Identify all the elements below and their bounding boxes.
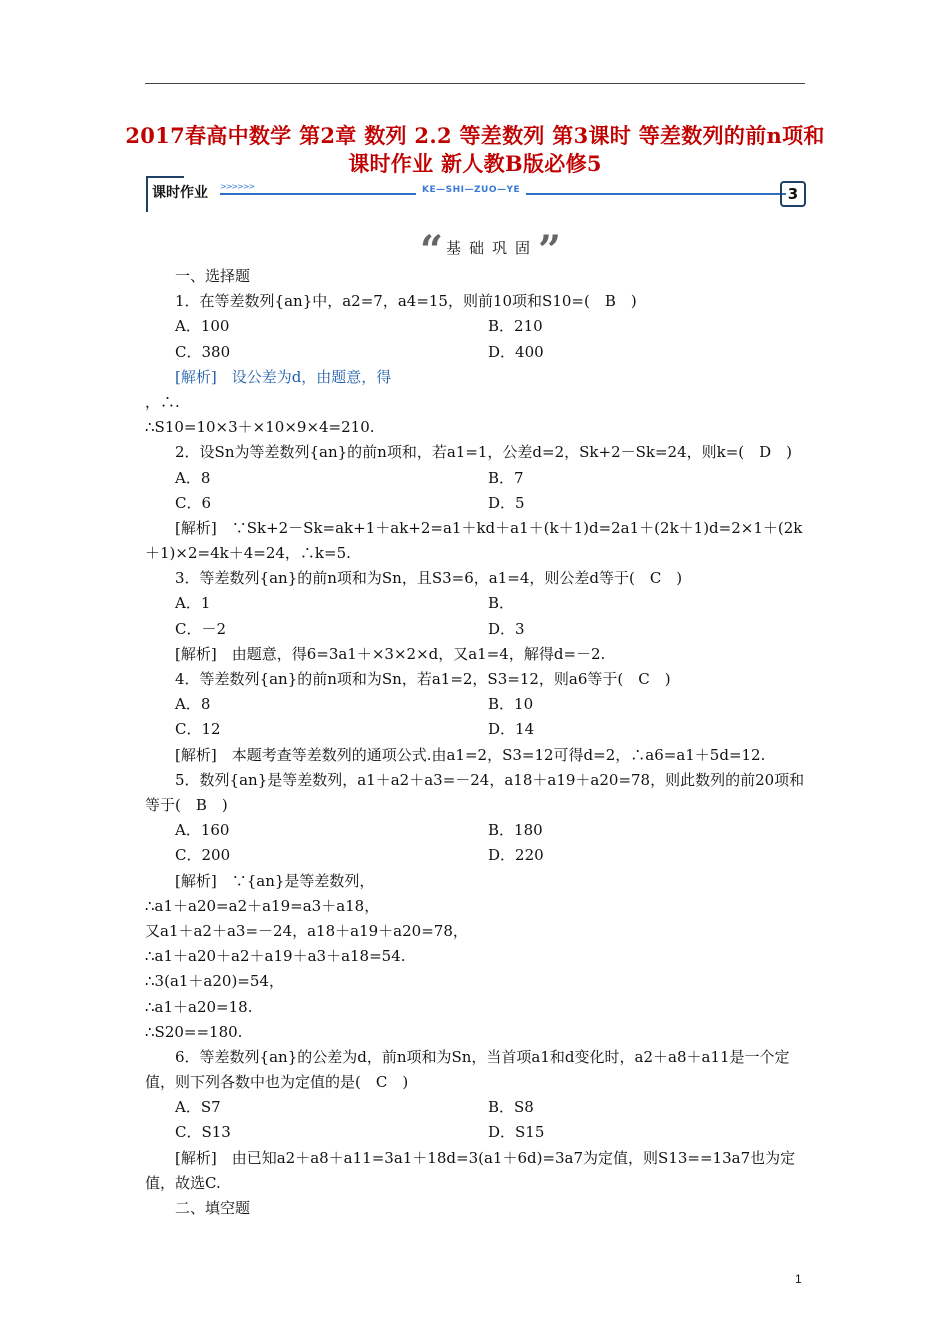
option-d: D．400: [488, 342, 544, 361]
solution-line: 又a1＋a2＋a3=－24，a18＋a19＋a20=78，: [145, 921, 468, 940]
options-row: [145, 466, 807, 491]
options-row: [145, 591, 807, 616]
option-b: B．180: [488, 821, 543, 840]
question-5: 5．数列{an}是等差数列，a1＋a2＋a3=－24，a18＋a19＋a20=78，则此数列的前20项和等于( B ): [145, 770, 805, 814]
option-b: B．: [488, 594, 515, 613]
question-1: 1．在等差数列{an}中，a2=7，a4=15，则前10项和S10=( B ): [175, 292, 637, 311]
options-row: [145, 818, 807, 843]
solution-line: ∴S10=10×3＋×10×9×4=210.: [145, 418, 375, 437]
section-label-fill: 二、填空题: [175, 1199, 251, 1218]
option-a: A．8: [175, 695, 211, 714]
banner-pinyin: KE—SHI—ZUO—YE: [416, 185, 526, 195]
analysis-line: [解析] ∵Sk+2－Sk=ak+1＋ak+2=a1＋kd＋a1＋(k＋1)d=2a1＋(2k＋1)d=2×1＋(2k＋1)×2=4k＋4=24，∴k=5.: [145, 518, 803, 563]
option-a: A．100: [175, 317, 230, 336]
options-row: [145, 717, 807, 742]
option-c: C．200: [175, 846, 231, 865]
options-row: [145, 1120, 807, 1145]
solution-line: ∴a1＋a20=a2＋a19=a3＋a18，: [145, 896, 380, 915]
options-row: [145, 1095, 807, 1120]
analysis-line: [解析] ∵{an}是等差数列，: [175, 871, 375, 890]
open-quote-icon: “: [420, 227, 444, 274]
option-d: D．220: [488, 846, 544, 865]
solution-line: ，∴.: [145, 392, 180, 411]
solution-line: ∴S20==180.: [145, 1022, 243, 1041]
option-d: D．5: [488, 493, 525, 512]
page-number: 1: [795, 1272, 802, 1286]
question-2: 2．设Sn为等差数列{an}的前n项和，若a1=1，公差d=2，Sk+2－Sk=24，则k=( D ): [175, 443, 793, 462]
section-label-choice: 一、选择题: [175, 267, 251, 285]
options-row: [145, 617, 807, 642]
question-6: 6．等差数列{an}的公差为d，前n项和为Sn，当首项a1和d变化时，a2＋a8＋a11是一个定值，则下列各数中也为定值的是( C ): [145, 1047, 790, 1092]
banner-number: 3: [780, 181, 806, 207]
option-c: C．12: [175, 720, 221, 739]
option-c: C．S13: [175, 1123, 231, 1142]
banner-label: 课时作业: [152, 185, 208, 201]
solution-line: ∴a1＋a20=18.: [145, 997, 253, 1016]
analysis-line: [解析] 设公差为d，由题意，得: [175, 367, 392, 386]
option-b: B．210: [488, 317, 543, 336]
option-b: B．10: [488, 695, 534, 714]
options-row: [145, 843, 807, 868]
close-quote-icon: ”: [538, 227, 562, 274]
section-heading: [420, 227, 570, 274]
analysis-line: [解析] 由题意，得6=3a1＋×3×2×d，又a1=4，解得d=－2.: [175, 644, 606, 663]
exercise-content: [145, 264, 807, 1221]
analysis-line: [解析] 本题考查等差数列的通项公式.由a1=2，S3=12可得d=2，∴a6=a1＋5d=12.: [175, 745, 766, 764]
analysis-line: [解析] 由已知a2＋a8＋a11=3a1＋18d=3(a1＋6d)=3a7为定值，则S13==13a7也为定值，故选C.: [145, 1148, 796, 1192]
option-a: A．8: [175, 468, 211, 487]
solution-line: ∴a1＋a20＋a2＋a19＋a3＋a18=54.: [145, 947, 406, 966]
options-row: [145, 340, 807, 365]
option-a: A．1: [175, 594, 211, 613]
solution-line: ∴3(a1＋a20)=54，: [145, 972, 284, 991]
option-a: A．S7: [175, 1098, 221, 1117]
option-c: C．－2: [175, 619, 227, 638]
option-d: D．3: [488, 619, 525, 638]
options-row: [145, 314, 807, 339]
options-row: [145, 491, 807, 516]
question-4: 4．等差数列{an}的前n项和为Sn，若a1=2，S3=12，则a6等于( C ): [175, 670, 671, 689]
homework-banner: [146, 176, 806, 212]
question-3: 3．等差数列{an}的前n项和为Sn，且S3=6，a1=4，则公差d等于( C ): [175, 569, 683, 588]
banner-arrows: >>>>>>: [220, 182, 255, 191]
options-row: [145, 692, 807, 717]
option-c: C．6: [175, 493, 212, 512]
option-d: D．S15: [488, 1123, 545, 1142]
option-d: D．14: [488, 720, 535, 739]
option-b: B．7: [488, 468, 524, 487]
option-a: A．160: [175, 821, 230, 840]
document-title: 2017春高中数学 第2章 数列 2.2 等差数列 第3课时 等差数列的前n项和课时作业 新人教B版必修5: [125, 123, 825, 176]
option-b: B．S8: [488, 1098, 534, 1117]
section-heading-text: 基础巩固: [446, 239, 539, 257]
top-rule: [145, 83, 805, 84]
option-c: C．380: [175, 342, 231, 361]
